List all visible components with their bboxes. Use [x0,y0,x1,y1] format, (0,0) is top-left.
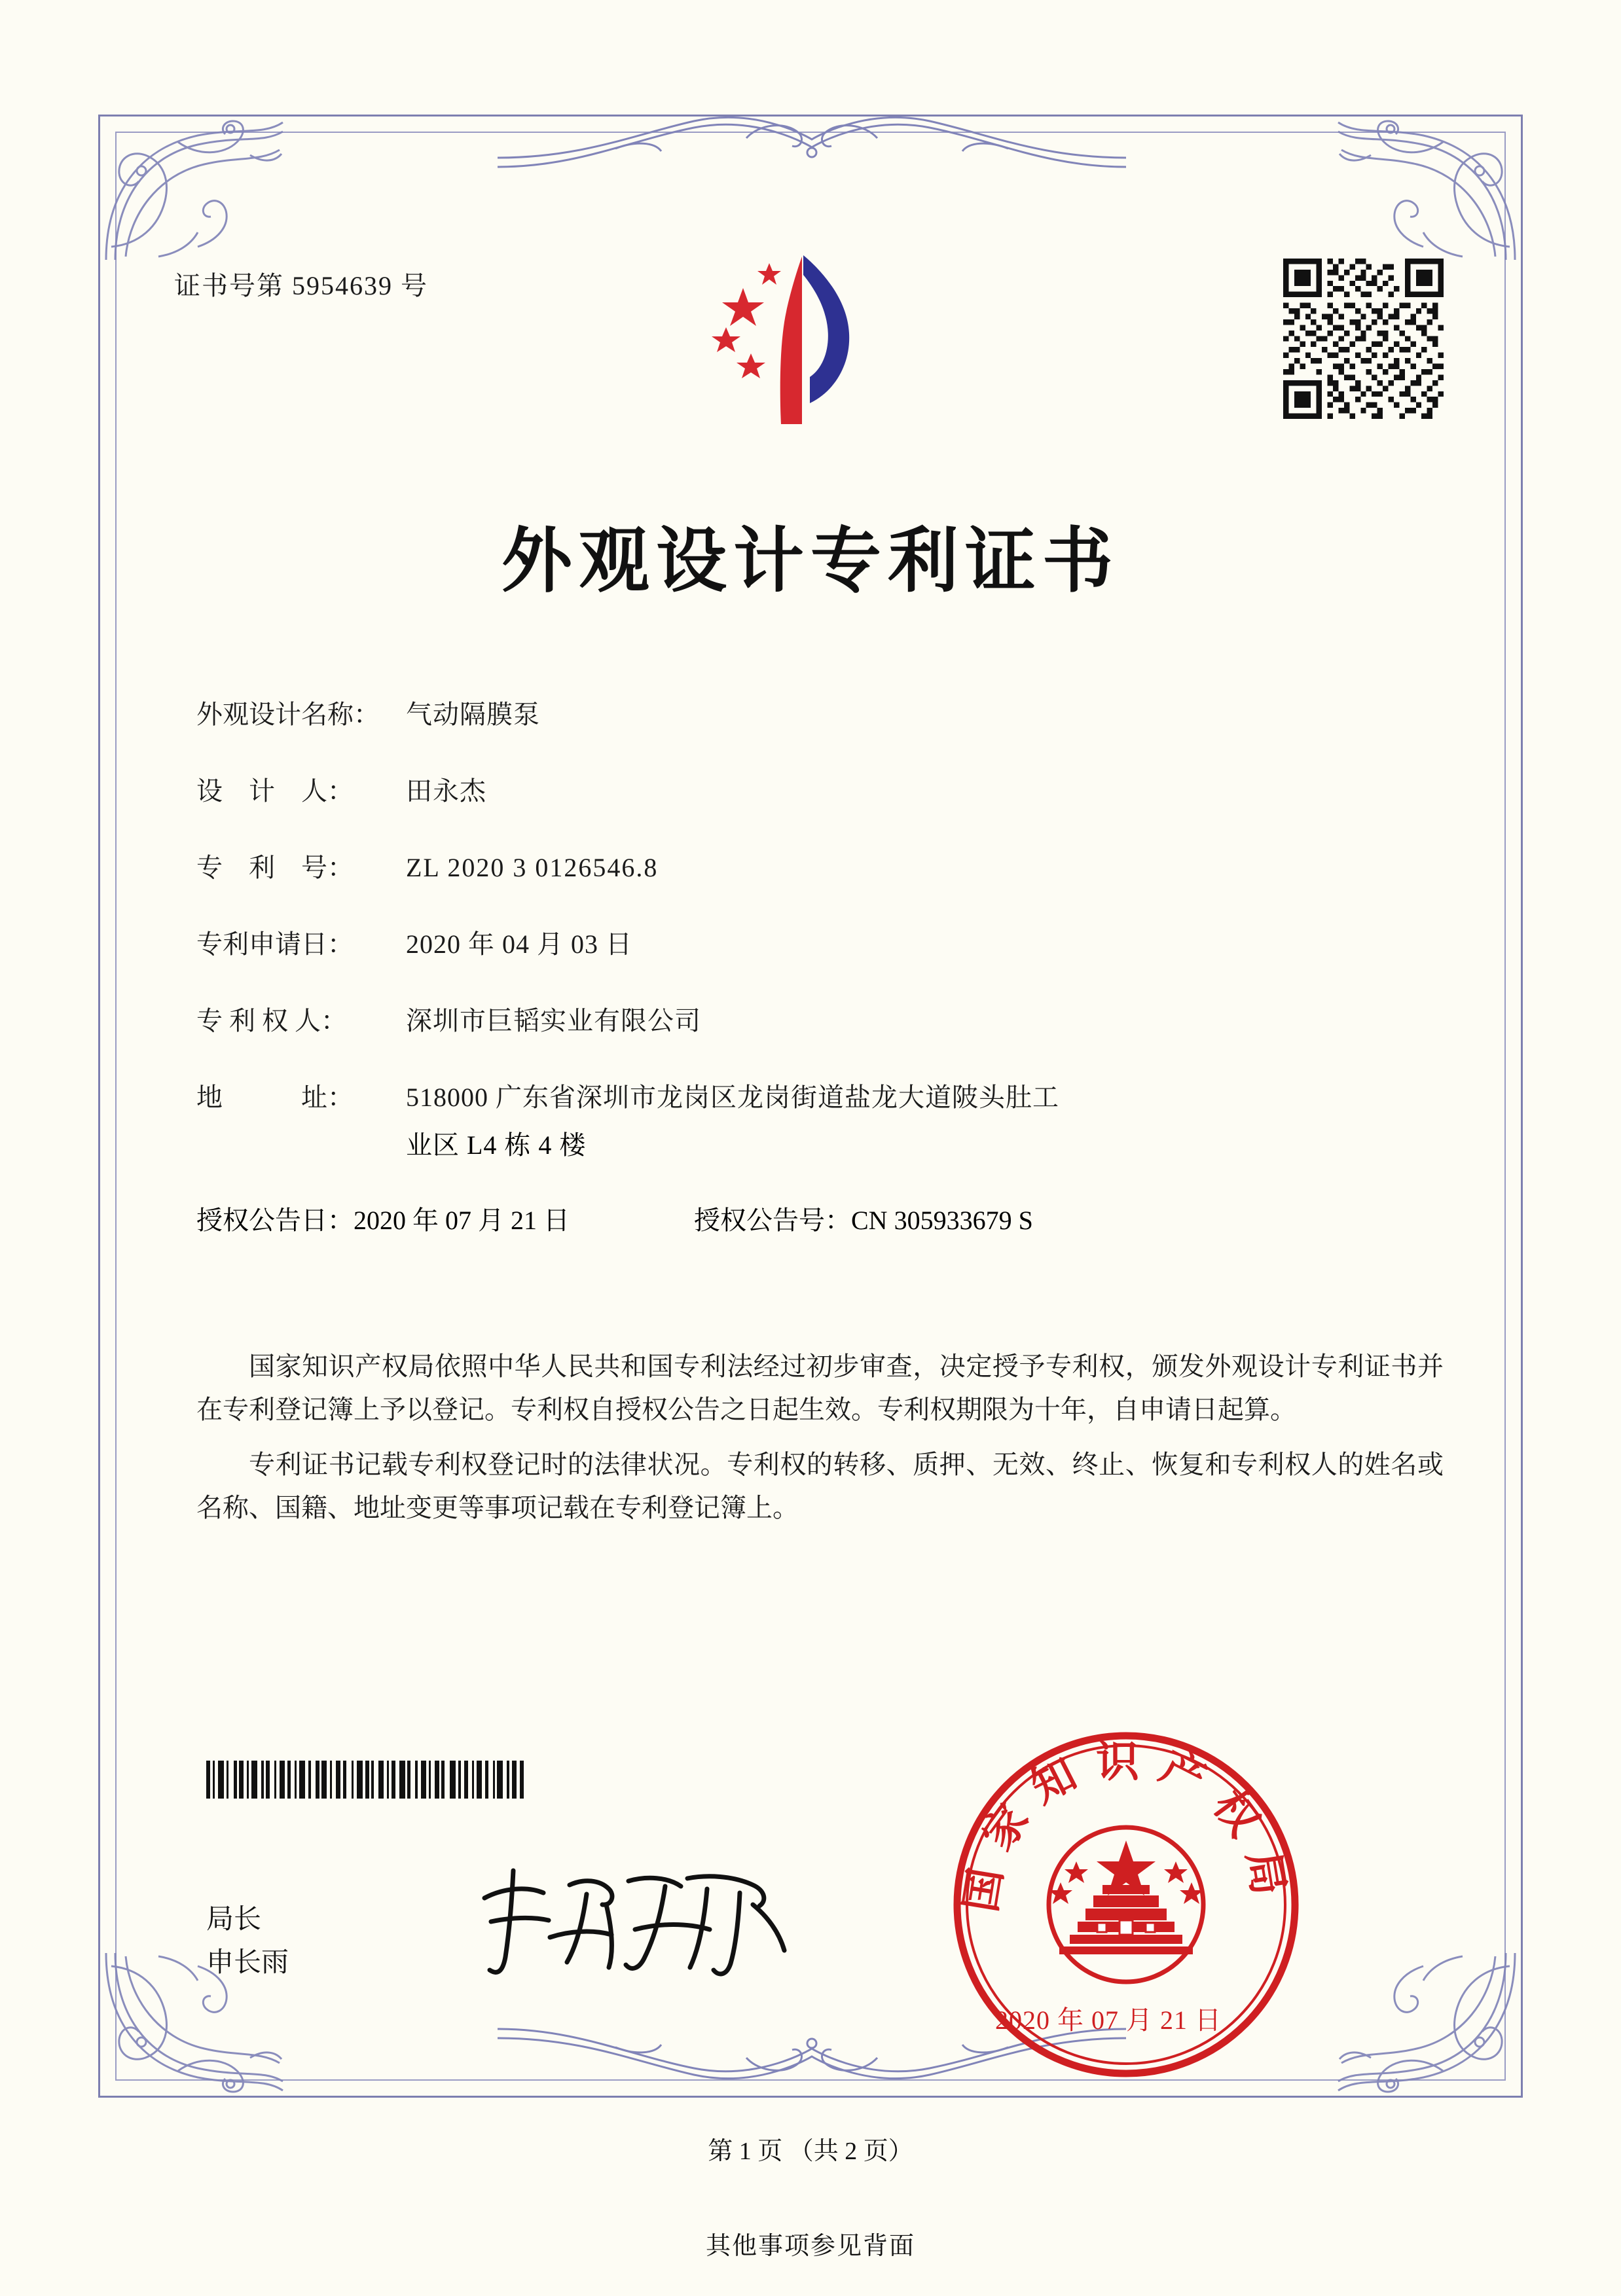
grant-number-value: CN 305933679 S [851,1206,1033,1235]
paragraph-2: 专利证书记载专利权登记时的法律状况。专利权的转移、质押、无效、终止、恢复和专利权人的姓名或名称、国籍、地址变更等事项记载在专利登记簿上。 [196,1450,1444,1522]
director-title: 局长 [206,1905,262,1935]
corner-ornament-icon [1325,1946,1521,2097]
field-patentee [196,1000,1440,1037]
grant-date-value: 2020 年 07 月 21 日 [354,1206,570,1235]
field-patent-number [196,847,1440,884]
qr-code-icon [1283,259,1444,419]
field-designer [196,770,1440,808]
svg-text:国家知识产权局: 国家知识产权局 [956,1738,1296,1916]
grant-number-label: 授权公告号： [694,1206,851,1235]
field-label: 专 利 号： [196,853,354,882]
field-label: 外观设计名称： [196,700,380,729]
director-name: 申长雨 [206,1948,289,1978]
seal-date: 2020 年 07 月 21 日 [995,2005,1222,2035]
field-design-name [196,694,1440,731]
grant-date [196,1200,694,1237]
field-value: 518000 广东省深圳市龙岗区龙岗街道盐龙大道陂头肚工 [406,1083,1059,1112]
field-value: 气动隔膜泵 [406,700,540,729]
field-label: 专 利 权 人： [196,1006,347,1035]
grant-date-label: 授权公告日： [196,1206,354,1235]
field-value: 深圳市巨韬实业有限公司 [406,1006,701,1035]
corner-ornament-icon [100,116,296,266]
page-number: 第 1 页 （共 2 页） [708,2138,913,2165]
field-label: 专利申请日： [196,929,354,959]
field-address [196,1077,1440,1114]
page-title: 外观设计专利证书 [501,523,1120,601]
field-label: 地 址： [196,1083,354,1112]
cnipa-logo-icon [704,249,900,432]
grant-row [196,1200,1440,1237]
address-line-2: 业区 L4 栋 4 楼 [406,1130,587,1160]
paragraph-1: 国家知识产权局依照中华人民共和国专利法经过初步审查，决定授予专利权，颁发外观设计专利证书并在专利登记簿上予以登记。专利权自授权公告之日起生效。专利权期限为十年，自申请日起算。 [196,1352,1444,1424]
field-application-date [196,924,1440,961]
fields-block [196,694,1440,1263]
director-title-block [206,1898,289,1984]
field-value: ZL 2020 3 0126546.8 [406,853,659,882]
edge-ornament-icon [498,101,1126,173]
barcode [206,1761,628,1799]
corner-ornament-icon [1325,116,1521,266]
grant-number [694,1200,1033,1237]
legal-text-block [196,1345,1444,1541]
field-value: 2020 年 04 月 03 日 [406,929,632,959]
field-label: 设 计 人： [196,776,354,806]
certificate-number: 证书号第 5954639 号 [174,271,428,300]
field-value: 田永杰 [406,776,486,806]
footer-note: 其他事项参见背面 [705,2233,915,2260]
director-signature-icon [471,1859,812,1983]
